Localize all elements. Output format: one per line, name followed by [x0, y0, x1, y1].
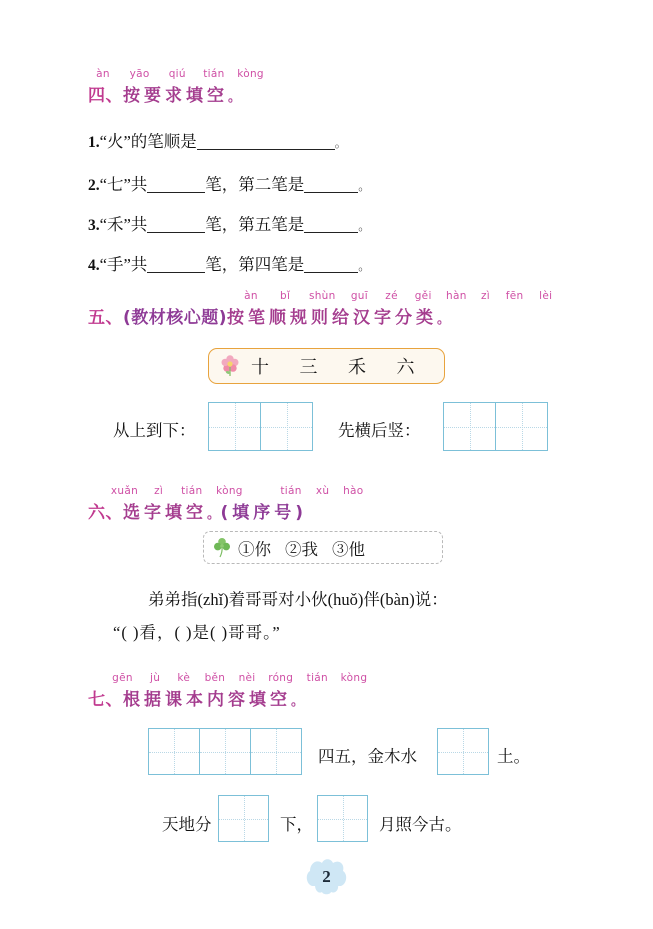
title-char: 填 [165, 503, 186, 523]
title-char: 按 [227, 308, 249, 328]
section-six-instruction: (填序号) [220, 503, 308, 523]
grid-cell[interactable] [437, 728, 489, 775]
title-char: 填 [186, 86, 207, 106]
question-1 [88, 128, 347, 152]
question-text: “手”共 [99, 255, 148, 274]
section-seven-title [88, 685, 305, 710]
grid-cell[interactable] [317, 795, 368, 842]
pinyin-syllable: shùn [308, 290, 336, 302]
question-number: 3. [88, 217, 100, 234]
title-char: 容 [228, 690, 249, 710]
pinyin-syllable: fēn [505, 290, 524, 302]
title-char: 给 [332, 308, 354, 328]
grid-cell[interactable] [199, 728, 251, 775]
pinyin-syllable: kè [177, 672, 191, 684]
question-number: 4. [88, 257, 100, 274]
title-char: 顺 [269, 308, 291, 328]
question-text: 笔，第四笔是 [205, 255, 305, 274]
section-six-sentence-line1: 弟弟指(zhǐ)着哥哥对小伙(huǒ)伴(bàn)说： [148, 590, 448, 609]
fill-row2-start-text: 天地分 [162, 815, 212, 834]
option-list [238, 536, 365, 560]
title-char: 空 [186, 503, 207, 523]
pinyin-syllable: nèi [238, 672, 256, 684]
title-char: 类 [416, 308, 438, 328]
pinyin-syllable: hào [343, 485, 364, 497]
section-six-sentence-line2: “( )看，( )是( )哥哥。” [113, 623, 281, 642]
pinyin-syllable: àn [96, 68, 110, 80]
title-char: 选 [123, 503, 144, 523]
pinyin-syllable: jù [150, 672, 161, 684]
title-char: 字 [144, 503, 165, 523]
grid-horizontal-first[interactable] [443, 402, 548, 451]
section-six-pinyin-left [106, 485, 246, 497]
grid-cell[interactable] [260, 402, 313, 451]
question-4 [88, 251, 370, 275]
title-char: 课 [165, 690, 186, 710]
title-char: 据 [144, 690, 165, 710]
section-five-pinyin [236, 290, 559, 302]
grid-cell[interactable] [218, 795, 269, 842]
title-char: 则 [311, 308, 333, 328]
fill-row2-middle-text: 下， [280, 815, 313, 834]
fill-grid-row2-first[interactable] [218, 795, 269, 842]
title-period: 。 [437, 312, 451, 327]
section-seven-pinyin [106, 672, 370, 684]
pinyin-syllable: zì [154, 485, 164, 497]
pinyin-syllable: kòng [216, 485, 243, 497]
option-item[interactable]: ②我 [285, 539, 318, 559]
option-item[interactable]: ③他 [332, 539, 365, 559]
question-text: “七”共 [99, 175, 148, 194]
title-period: 。 [228, 90, 242, 105]
pinyin-syllable: kòng [237, 68, 264, 80]
question-number: 2. [88, 177, 100, 194]
page-number: 2 [322, 867, 331, 886]
answer-blank[interactable] [147, 192, 205, 193]
pinyin-syllable: hàn [446, 290, 467, 302]
pinyin-syllable: tián [181, 485, 203, 497]
option-bank-box [203, 531, 443, 564]
section-four-pinyin [88, 68, 267, 80]
question-3 [88, 211, 370, 235]
page-number-badge [303, 857, 350, 897]
clover-icon [212, 538, 232, 558]
flower-icon [219, 355, 241, 377]
grid-top-to-bottom[interactable] [208, 402, 313, 451]
sort-label-top-to-bottom: 从上到下： [113, 421, 196, 440]
pinyin-syllable: àn [244, 290, 258, 302]
title-char: 求 [165, 86, 186, 106]
grid-cell[interactable] [208, 402, 261, 451]
section-number: 六、 [88, 503, 123, 523]
question-text: “火”的笔顺是 [99, 132, 197, 151]
answer-blank[interactable] [304, 272, 358, 273]
question-number: 1. [88, 134, 100, 151]
title-char: 根 [123, 690, 144, 710]
fill-row1-middle-text: 四五，金木水 [318, 747, 417, 766]
title-period: 。 [207, 507, 221, 522]
pinyin-syllable: tián [306, 672, 328, 684]
fill-grid-row1-left[interactable] [148, 728, 302, 775]
grid-cell[interactable] [495, 402, 548, 451]
pinyin-syllable: róng [268, 672, 294, 684]
question-text: 笔，第二笔是 [205, 175, 305, 194]
word-bank-chars: 十 三 禾 六 [251, 357, 428, 377]
pinyin-syllable: běn [204, 672, 226, 684]
grid-cell[interactable] [443, 402, 496, 451]
answer-blank[interactable] [304, 192, 358, 193]
title-char: 按 [123, 86, 144, 106]
title-char: 笔 [248, 308, 270, 328]
title-period: 。 [291, 694, 305, 709]
fill-row2-end-text: 月照今古。 [379, 815, 462, 834]
question-period: 。 [358, 259, 371, 273]
title-char: 字 [374, 308, 396, 328]
pinyin-syllable: guī [350, 290, 368, 302]
section-six-pinyin-right [275, 485, 368, 497]
fill-row1-end-text: 土。 [497, 747, 530, 766]
section-four-title [88, 81, 242, 106]
question-period: 。 [334, 136, 347, 150]
title-char: 规 [290, 308, 312, 328]
title-char: 要 [144, 86, 165, 106]
title-char: 汉 [353, 308, 375, 328]
section-six-title [88, 498, 307, 523]
title-char: 本 [186, 690, 207, 710]
question-2 [88, 171, 370, 195]
pinyin-syllable: gēn [112, 672, 133, 684]
sort-label-horizontal-first: 先横后竖： [338, 421, 421, 440]
question-text: 笔，第五笔是 [205, 215, 305, 234]
pinyin-syllable: gěi [414, 290, 432, 302]
question-period: 。 [358, 179, 371, 193]
fill-grid-row1-right[interactable] [437, 728, 489, 775]
pinyin-syllable: zì [480, 290, 490, 302]
pinyin-syllable: xuǎn [110, 485, 139, 497]
pinyin-syllable: zé [385, 290, 398, 302]
fill-grid-row2-second[interactable] [317, 795, 368, 842]
pinyin-syllable: yāo [129, 68, 150, 80]
answer-blank[interactable] [147, 232, 205, 233]
question-text: “禾”共 [99, 215, 148, 234]
title-char: 空 [207, 86, 228, 106]
pinyin-syllable: lèi [539, 290, 553, 302]
answer-blank[interactable] [197, 149, 335, 150]
pinyin-syllable: xù [315, 485, 330, 497]
answer-blank[interactable] [147, 272, 205, 273]
pinyin-syllable: kòng [340, 672, 368, 684]
question-period: 。 [358, 219, 371, 233]
word-bank-box [208, 348, 445, 384]
title-char: 内 [207, 690, 228, 710]
section-five-title [88, 303, 451, 328]
answer-blank[interactable] [304, 232, 358, 233]
pinyin-syllable: bǐ [280, 290, 291, 302]
section-number: 七、 [88, 690, 123, 710]
section-number: 五、 [88, 308, 123, 328]
section-number: 四、 [88, 86, 123, 106]
title-char: 分 [395, 308, 417, 328]
pinyin-syllable: tián [203, 68, 225, 80]
section-five-tag: (教材核心题) [123, 308, 228, 328]
title-char: 空 [270, 690, 291, 710]
grid-cell[interactable] [148, 728, 200, 775]
pinyin-syllable: tián [280, 485, 302, 497]
option-item[interactable]: ①你 [238, 539, 271, 559]
pinyin-syllable: qiú [168, 68, 186, 80]
title-char: 填 [249, 690, 270, 710]
grid-cell[interactable] [250, 728, 302, 775]
